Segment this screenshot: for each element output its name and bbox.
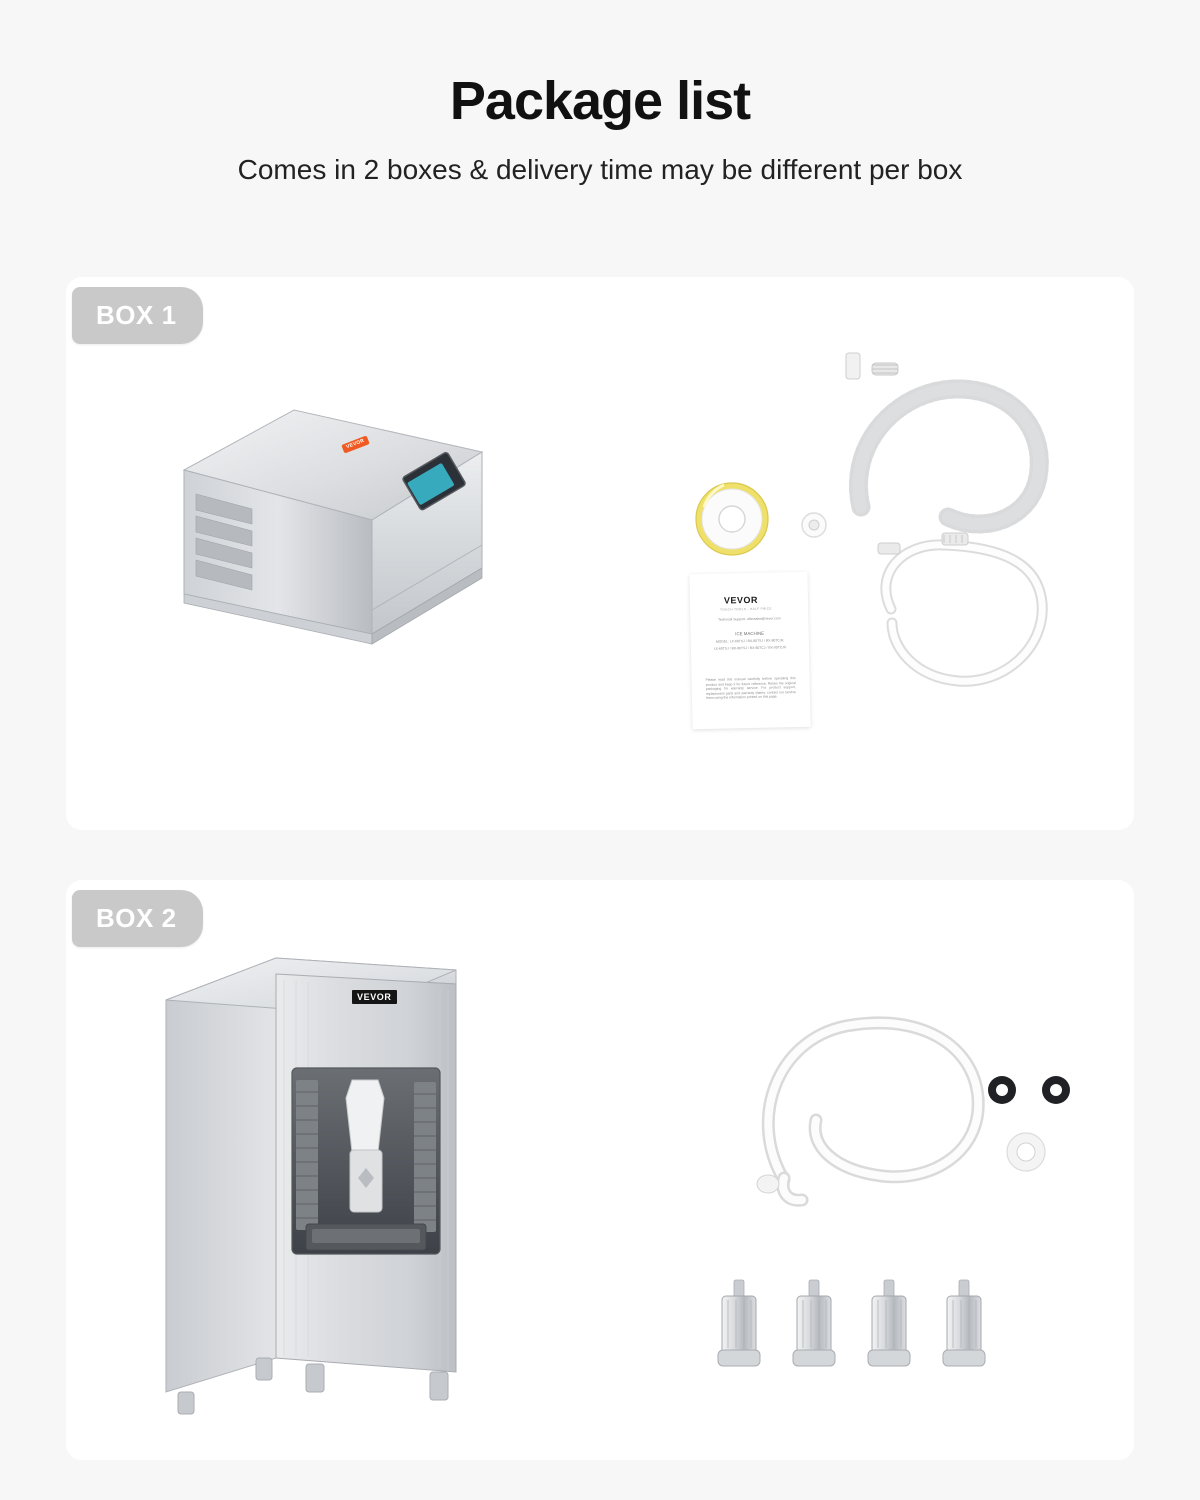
water-inlet-hose [878,533,1042,681]
corrugated-drain-hose [846,353,1039,524]
box-1-accessories [686,347,1086,747]
leveling-foot-2 [793,1280,835,1366]
manual-tagline: TOUGH TOOLS · HALF PRICE [720,606,772,612]
rubber-o-ring-1 [988,1076,1016,1104]
page-header [0,0,1200,186]
teflon-tape-roll [696,483,768,555]
manual-heading: ICE MACHINE [735,630,765,637]
ice-machine-illustration [166,382,496,682]
manual-models: MODEL: LX-60TSJ / BX-80TSJ / BX-80TCJK [715,638,784,644]
vevor-brand-badge: VEVOR [352,990,397,1004]
box-2-accessories-illustration [706,970,1086,1410]
rubber-o-ring-2 [1042,1076,1070,1104]
water-dispenser-cabinet [156,940,536,1440]
vevor-logo-chip: VEVOR [341,435,369,453]
box-2-tag: BOX 2 [72,890,203,947]
white-gasket [1007,1133,1045,1171]
manual-body: Please read this manual carefully before operating this product and keep it for future reference. Retain the original packaging for warranty service. For product support, replacement parts and warranty claims, contact our service team using the information printed on this page. [705,676,796,701]
box-2-accessories [706,970,1086,1410]
box-2-card [66,880,1134,1460]
white-washer [802,513,826,537]
box-1-card [66,277,1134,830]
dispenser-illustration [156,940,536,1440]
drain-tube [757,1023,978,1200]
box-1-tag: BOX 1 [72,287,203,344]
leveling-foot-4 [943,1280,985,1366]
manual-models-alt: LX-60TSJ / BX-80TSJ / BX-80TCJ / BX-90TCJK [713,645,787,651]
ice-machine-head-unit [166,382,496,682]
page-subtitle: Comes in 2 boxes & delivery time may be different per box [237,154,963,185]
page-title: Package list [449,71,751,131]
dispense-nozzle [346,1080,384,1152]
leveling-foot-3 [868,1280,910,1366]
manual-brand: VEVOR [723,594,759,606]
user-manual [689,572,810,729]
manual-note: Technical Support: aftersales@vevor.com [718,616,781,622]
leveling-foot-1 [718,1280,760,1366]
